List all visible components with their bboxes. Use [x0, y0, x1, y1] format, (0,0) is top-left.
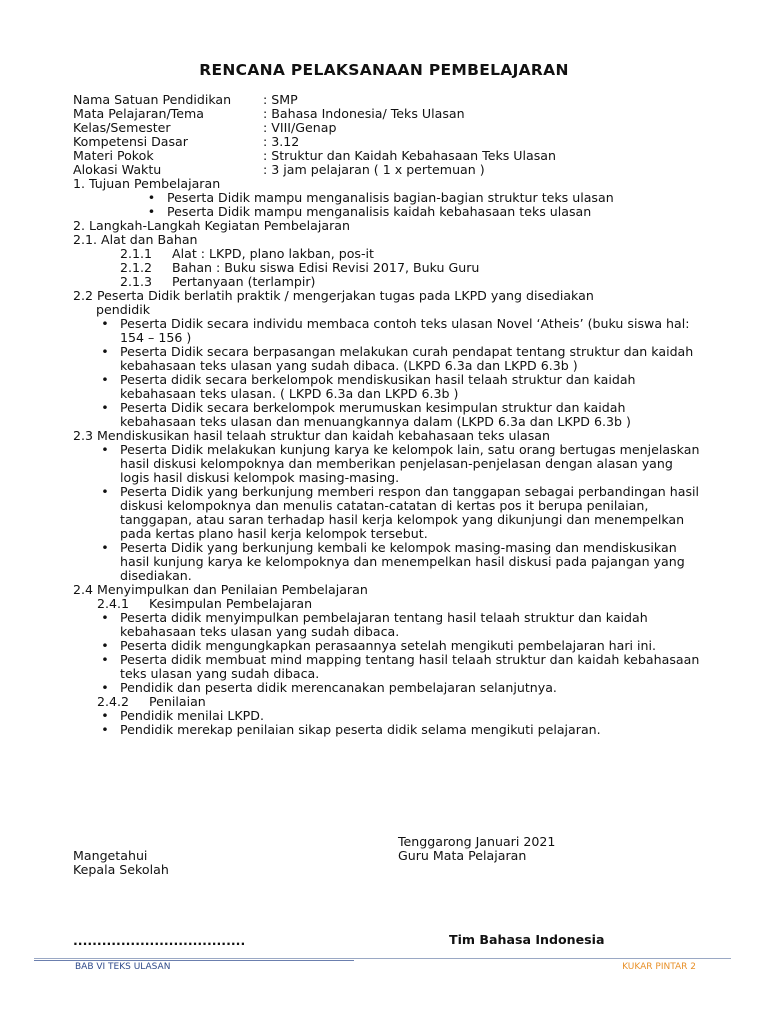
bullet-icon: •: [101, 344, 109, 359]
bullet-icon: •: [147, 204, 156, 219]
identity-value: : VIII/Genap: [263, 120, 337, 135]
section-heading: 1. Tujuan Pembelajaran: [73, 176, 221, 191]
numbered-item: 2.1.2 Bahan : Buku siswa Edisi Revisi 2017, Buku Guru: [120, 260, 480, 275]
document-title: RENCANA PELAKSANAAN PEMBELAJARAN: [199, 61, 569, 79]
list-item: • Peserta Didik melakukan kunjung karya ke kelompok lain, satu orang bertugas menjelaskan hasil diskusi kelompoknya dan memberikan penjelasan-penjelasan dengan alasan yang logis hasil diskusi kelompok masing-masing.: [73, 443, 703, 485]
list-item: • Peserta didik mengungkapkan perasaannya setelah mengikuti pembelajaran hari ini.: [73, 639, 703, 653]
numbered-item: 2.1.3 Pertanyaan (terlampir): [120, 274, 316, 289]
identity-row: [73, 135, 703, 149]
list-item: • Peserta Didik secara individu membaca contoh teks ulasan Novel ‘Atheis’ (buku siswa hal: 154 – 156 ): [73, 317, 703, 345]
section-heading: 2. Langkah-Langkah Kegiatan Pembelajaran: [73, 218, 350, 233]
footer-divider: [34, 958, 731, 959]
footer-divider-accent: [34, 960, 354, 961]
list-item: • Peserta didik menyimpulkan pembelajaran tentang hasil telaah struktur dan kaidah kebahasaan teks ulasan yang sudah dibaca.: [73, 611, 703, 639]
list-item: • Peserta Didik yang berkunjung memberi respon dan tanggapan sebagai perbandingan hasil diskusi kelompoknya dan menulis catatan-catatan di kertas pos it berupa penilaian, tanggapan, atau saran terhadap hasil kerja kelompok yang dikunjungi dan menempelkan pada kertas plano hasil kerja kelompok tersebut.: [73, 485, 703, 541]
list-item: • Pendidik dan peserta didik merencanakan pembelajaran selanjutnya.: [73, 681, 703, 695]
bullet-icon: •: [101, 442, 109, 457]
bullet-icon: •: [147, 190, 156, 205]
bullet-icon: •: [101, 610, 109, 625]
bullet-icon: •: [101, 372, 109, 387]
identity-label: Kelas/Semester: [73, 120, 171, 135]
bullet-icon: •: [101, 540, 109, 555]
bullet-icon: •: [101, 484, 109, 499]
list-item: • Peserta Didik secara berkelompok merumuskan kesimpulan struktur dan kaidah kebahasaan teks ulasan dan menuangkannya dalam (LKPD 6.3a dan LKPD 6.3b ): [73, 401, 703, 429]
list-item: • Peserta didik membuat mind mapping tentang hasil telaah struktur dan kaidah kebahasaan teks ulasan yang sudah dibaca.: [73, 653, 703, 681]
identity-label: Kompetensi Dasar: [73, 134, 188, 149]
document-body: [73, 93, 703, 737]
list-item: • Pendidik menilai LKPD.: [73, 709, 703, 723]
subsection-heading: 2.3 Mendiskusikan hasil telaah struktur dan kaidah kebahasaan teks ulasan: [73, 428, 550, 443]
principal-signature-line: ....................................: [73, 933, 246, 948]
identity-row: [73, 163, 703, 177]
list-item: • Peserta Didik secara berpasangan melakukan curah pendapat tentang struktur dan kaidah kebahasaan teks ulasan yang sudah dibaca. (LKPD 6.3a dan LKPD 6.3b ): [73, 345, 703, 373]
identity-value: : 3.12: [263, 134, 300, 149]
numbered-heading: 2.4.1 Kesimpulan Pembelajaran: [97, 596, 313, 611]
teacher-role: Guru Mata Pelajaran: [398, 848, 527, 863]
bullet-icon: •: [101, 652, 109, 667]
bullet-icon: •: [101, 722, 109, 737]
numbered-heading: 2.4.2 Penilaian: [97, 694, 206, 709]
numbered-item: 2.1.1 Alat : LKPD, plano lakban, pos-it: [120, 246, 374, 261]
subsection-heading-cont: pendidik: [96, 302, 151, 317]
subsection-heading: 2.4 Menyimpulkan dan Penilaian Pembelajaran: [73, 582, 368, 597]
identity-block: [73, 93, 703, 177]
identity-value: : SMP: [263, 92, 298, 107]
list-item: • Peserta Didik yang berkunjung kembali ke kelompok masing-masing dan mendiskusikan hasil kunjung karya ke kelompoknya dan menempelkan hasil diskusi pada pajangan yang disediakan.: [73, 541, 703, 583]
list-item: • Peserta Didik mampu menganalisis kaidah kebahasaan teks ulasan: [73, 205, 703, 219]
principal-label: Kepala Sekolah: [73, 862, 169, 877]
subsection-heading: 2.2 Peserta Didik berlatih praktik / mengerjakan tugas pada LKPD yang disediakan: [73, 288, 594, 303]
identity-row: [73, 121, 703, 135]
list-item: • Pendidik merekap penilaian sikap peserta didik selama mengikuti pelajaran.: [73, 723, 703, 737]
place-date: Tenggarong Januari 2021: [398, 834, 556, 849]
footer-chapter: BAB VI TEKS ULASAN: [75, 962, 171, 972]
identity-row: [73, 93, 703, 107]
footer-page: KUKAR PINTAR 2: [622, 962, 696, 972]
bullet-icon: •: [101, 400, 109, 415]
identity-value: : 3 jam pelajaran ( 1 x pertemuan ): [263, 162, 485, 177]
bullet-icon: •: [101, 638, 109, 653]
subsection-heading: 2.1. Alat dan Bahan: [73, 232, 198, 247]
bullet-icon: •: [101, 316, 109, 331]
bullet-icon: •: [101, 680, 109, 695]
identity-label: Nama Satuan Pendidikan: [73, 92, 232, 107]
list-item: • Peserta didik secara berkelompok mendiskusikan hasil telaah struktur dan kaidah kebahasaan teks ulasan. ( LKPD 6.3a dan LKPD 6.3b ): [73, 373, 703, 401]
approval-label: Mangetahui: [73, 848, 148, 863]
teacher-name: Tim Bahasa Indonesia: [449, 932, 605, 947]
bullet-icon: •: [101, 708, 109, 723]
identity-row: [73, 107, 703, 121]
list-item: • Peserta Didik mampu menganalisis bagian-bagian struktur teks ulasan: [73, 191, 703, 205]
identity-value: : Bahasa Indonesia/ Teks Ulasan: [263, 106, 465, 121]
identity-label: Alokasi Waktu: [73, 162, 162, 177]
identity-label: Materi Pokok: [73, 148, 154, 163]
identity-label: Mata Pelajaran/Tema: [73, 106, 204, 121]
identity-value: : Struktur dan Kaidah Kebahasaan Teks Ulasan: [263, 148, 556, 163]
identity-row: [73, 149, 703, 163]
